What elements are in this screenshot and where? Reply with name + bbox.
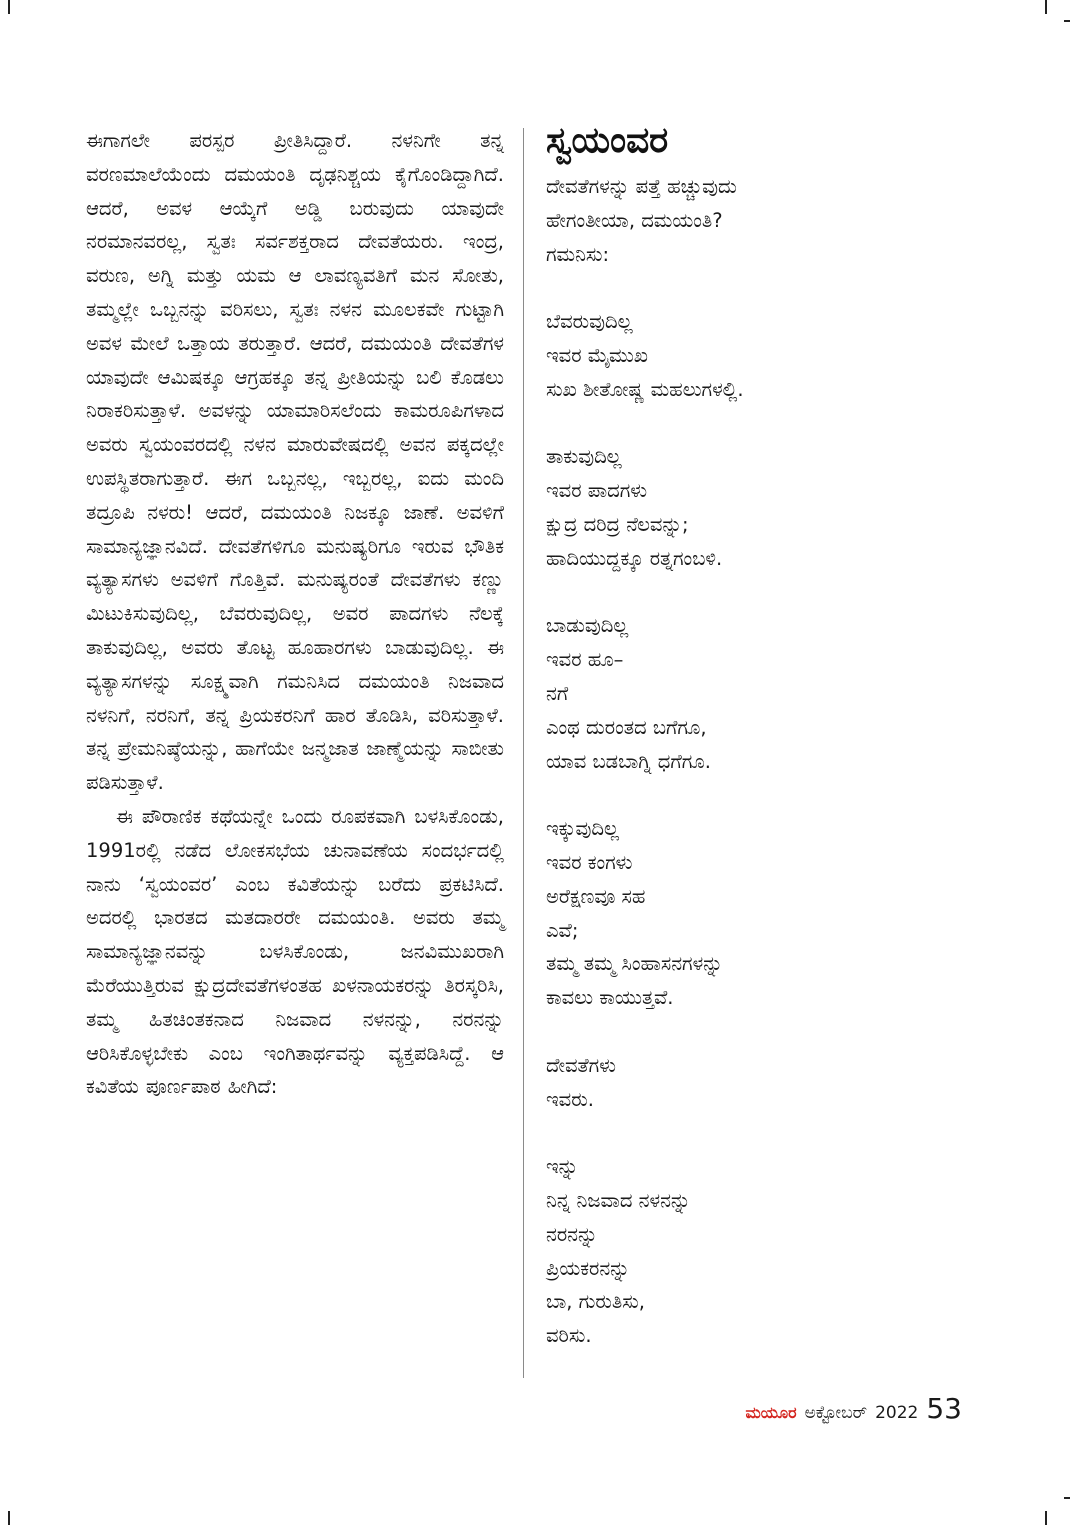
column-divider	[523, 128, 524, 1378]
poem-title: ಸ್ವಯಂವರ	[546, 120, 669, 161]
crop-mark-right-upper	[1064, 20, 1070, 22]
article-paragraph-2: ಈ ಪೌರಾಣಿಕ ಕಥೆಯನ್ನೇ ಒಂದು ರೂಪಕವಾಗಿ ಬಳಸಿಕೊಂಡು, 1991ರಲ್ಲಿ ನಡೆದ ಲೋಕಸಭೆಯ ಚುನಾವಣೆಯ ಸಂದರ್ಭದಲ್ಲಿ ನಾನು ‘ಸ್ವಯಂವರ’ ಎಂಬ ಕವಿತೆಯನ್ನು ಬರೆದು ಪ್ರಕಟಿಸಿದೆ. ಅದರಲ್ಲಿ ಭಾರತದ ಮತದಾರರೇ ದಮಯಂತಿ. ಅವರು ತಮ್ಮ ಸಾಮಾನ್ಯಜ್ಞಾನವನ್ನು ಬಳಸಿಕೊಂಡು, ಜನವಿಮುಖರಾಗಿ ಮೆರೆಯುತ್ತಿರುವ ಕ್ಷುದ್ರದೇವತೆಗಳಂತಹ ಖಳನಾಯಕರನ್ನು ತಿರಸ್ಕರಿಸಿ, ತಮ್ಮ ಹಿತಚಿಂತಕನಾದ ನಿಜವಾದ ನಳನನ್ನು, ನರನನ್ನು ಆರಿಸಿಕೊಳ್ಳಬೇಕು ಎಂಬ ಇಂಗಿತಾರ್ಥವನ್ನು ವ್ಯಕ್ತಪಡಿಸಿದ್ದೆ. ಆ ಕವಿತೆಯ ಪೂರ್ಣಪಾಠ ಹೀಗಿದೆ:	[86, 804, 504, 1099]
crop-mark-bottom-left	[8, 1511, 10, 1525]
poem-line: ಇವರ ಕಂಗಳು	[546, 850, 633, 874]
poem-line: ಇಕ್ಕುವುದಿಲ್ಲ	[546, 817, 619, 841]
issue-year: 2022	[875, 1403, 919, 1423]
poem-line: ಬಾಡುವುದಿಲ್ಲ	[546, 614, 629, 638]
poem-line: ಯಾವ ಬಡಬಾಗ್ನಿ ಧಗೆಗೂ.	[546, 749, 711, 773]
poem-line: ದೇವತೆಗಳು	[546, 1053, 616, 1077]
poem-line: ಇವರ ಮೈಮುಖ	[546, 343, 649, 367]
poem-line: ಹೇಗಂತೀಯಾ, ದಮಯಂತಿ?	[546, 208, 723, 232]
poem-line: ಕಾವಲು ಕಾಯುತ್ತವೆ.	[546, 986, 674, 1010]
article-body	[86, 124, 504, 1104]
crop-mark-top-left	[8, 0, 10, 14]
poem-line: ಬಾ, ಗುರುತಿಸು,	[546, 1290, 645, 1314]
poem-line: ದೇವತೆಗಳನ್ನು ಪತ್ತೆ ಹಚ್ಚುವುದು	[546, 175, 737, 198]
page-number: 53	[926, 1392, 962, 1425]
article-paragraph-1: ಈಗಾಗಲೇ ಪರಸ್ಪರ ಪ್ರೀತಿಸಿದ್ದಾರೆ. ನಳನಿಗೇ ತನ್ನ ವರಣಮಾಲೆಯೆಂದು ದಮಯಂತಿ ದೃಢನಿಶ್ಚಯ ಕೈಗೊಂಡಿದ್ದಾಗಿದೆ. ಆದರೆ, ಅವಳ ಆಯ್ಕೆಗೆ ಅಡ್ಡಿ ಬರುವುದು ಯಾವುದೇ ನರಮಾನವರಲ್ಲ, ಸ್ವತಃ ಸರ್ವಶಕ್ತರಾದ ದೇವತೆಯರು. ಇಂದ್ರ, ವರುಣ, ಅಗ್ನಿ ಮತ್ತು ಯಮ ಆ ಲಾವಣ್ಯವತಿಗೆ ಮನ ಸೋತು, ತಮ್ಮಲ್ಲೇ ಒಬ್ಬನನ್ನು ವರಿಸಲು, ಸ್ವತಃ ನಳನ ಮೂಲಕವೇ ಗುಟ್ಟಾಗಿ ಅವಳ ಮೇಲೆ ಒತ್ತಾಯ ತರುತ್ತಾರೆ. ಆದರೆ, ದಮಯಂತಿ ದೇವತೆಗಳ ಯಾವುದೇ ಆಮಿಷಕ್ಕೂ ಆಗ್ರಹಕ್ಕೂ ತನ್ನ ಪ್ರೀತಿಯನ್ನು ಬಲಿ ಕೊಡಲು ನಿರಾಕರಿಸುತ್ತಾಳೆ. ಅವಳನ್ನು ಯಾಮಾರಿಸಲೆಂದು ಕಾಮರೂಪಿಗಳಾದ ಅವರು ಸ್ವಯಂವರದಲ್ಲಿ ನಳನ ಮಾರುವೇಷದಲ್ಲಿ ಅವನ ಪಕ್ಕದಲ್ಲೇ ಉಪಸ್ಥಿತರಾಗುತ್ತಾರೆ. ಈಗ ಒಬ್ಬನಲ್ಲ, ಇಬ್ಬರಲ್ಲ, ಐದು ಮಂದಿ ತದ್ರೂಪಿ ನಳರು! ಆದರೆ, ದಮಯಂತಿ ನಿಜಕ್ಕೂ ಜಾಣೆ. ಅವಳಿಗೆ ಸಾಮಾನ್ಯಜ್ಞಾನವಿದೆ. ದೇವತೆಗಳಿಗೂ ಮನುಷ್ಯರಿಗೂ ಇರುವ ಭೌತಿಕ ವ್ಯತ್ಯಾಸಗಳು ಅವಳಿಗೆ ಗೊತ್ತಿವೆ. ಮನುಷ್ಯರಂತೆ ದೇವತೆಗಳು ಕಣ್ಣು ಮಿಟುಕಿಸುವುದಿಲ್ಲ, ಬೆವರುವುದಿಲ್ಲ, ಅವರ ಪಾದಗಳು ನೆಲಕ್ಕೆ ತಾಕುವುದಿಲ್ಲ, ಅವರು ತೊಟ್ಟ ಹೂಹಾರಗಳು ಬಾಡುವುದಿಲ್ಲ. ಈ ವ್ಯತ್ಯಾಸಗಳನ್ನು ಸೂಕ್ಷ್ಮವಾಗಿ ಗಮನಿಸಿದ ದಮಯಂತಿ ನಿಜವಾದ ನಳನಿಗೆ, ನರನಿಗೆ, ತನ್ನ ಪ್ರಿಯಕರನಿಗೆ ಹಾರ ತೊಡಿಸಿ, ವರಿಸುತ್ತಾಳೆ. ತನ್ನ ಪ್ರೇಮನಿಷ್ಠೆಯನ್ನು, ಹಾಗೆಯೇ ಜನ್ಮಜಾತ ಜಾಣ್ಮೆಯನ್ನು ಸಾಬೀತು ಪಡಿಸುತ್ತಾಳೆ.	[86, 129, 504, 795]
crop-mark-bottom-right	[1045, 1511, 1047, 1525]
crop-mark-top-right	[1045, 0, 1047, 14]
poem-stanza	[546, 440, 966, 575]
poem-line: ಇವರ ಹೂ–	[546, 648, 624, 672]
poem-line: ಇವರ ಪಾದಗಳು	[546, 479, 648, 503]
poem-line: ನಗೆ	[546, 681, 569, 705]
poem-line: ಇವರು.	[546, 1087, 594, 1111]
poem-line: ತಮ್ಮ ತಮ್ಮ ಸಿಂಹಾಸನಗಳನ್ನು	[546, 952, 723, 976]
poem-line: ಇನ್ನು	[546, 1155, 579, 1179]
poem-line: ಗಮನಿಸು:	[546, 242, 610, 266]
poem-stanza	[546, 609, 966, 778]
page-footer	[746, 1392, 962, 1425]
poem-line: ಬೆವರುವುದಿಲ್ಲ	[546, 310, 633, 334]
poem-line: ವರಿಸು.	[546, 1324, 592, 1348]
poem-stanza	[546, 1150, 966, 1353]
poem-line: ಕ್ಷುದ್ರ ದರಿದ್ರ ನೆಲವನ್ನು;	[546, 512, 689, 536]
poem-line: ಪ್ರಿಯಕರನನ್ನು	[546, 1256, 630, 1280]
magazine-name: ಮಯೂರ	[745, 1403, 797, 1422]
poem-stanza	[546, 305, 966, 406]
poem-line: ಎಂಥ ದುರಂತದ ಬಗೆಗೂ,	[546, 715, 707, 739]
poem-line: ಹಾದಿಯುದ್ದಕ್ಕೂ ರತ್ನಗಂಬಳಿ.	[546, 546, 723, 570]
poem-line: ಸುಖ ಶೀತೋಷ್ಣ ಮಹಲುಗಳಲ್ಲಿ.	[546, 377, 744, 401]
poem-stanzas	[546, 170, 966, 1353]
poem-stanza	[546, 812, 966, 1015]
poem-line: ನರನನ್ನು	[546, 1222, 598, 1246]
poem-line: ತಾಕುವುದಿಲ್ಲ	[546, 445, 622, 469]
poem-stanza	[546, 1049, 966, 1117]
issue-month: ಅಕ್ಟೋಬರ್	[804, 1403, 868, 1423]
poem-line: ಎವೆ;	[546, 918, 579, 942]
poem-stanza	[546, 170, 966, 271]
poem-line: ಅರೆಕ್ಷಣವೂ ಸಹ	[546, 884, 646, 908]
poem	[546, 112, 966, 1353]
poem-line: ನಿನ್ನ ನಿಜವಾದ ನಳನನ್ನು	[546, 1188, 691, 1212]
crop-mark-right-lower	[1064, 1497, 1070, 1499]
